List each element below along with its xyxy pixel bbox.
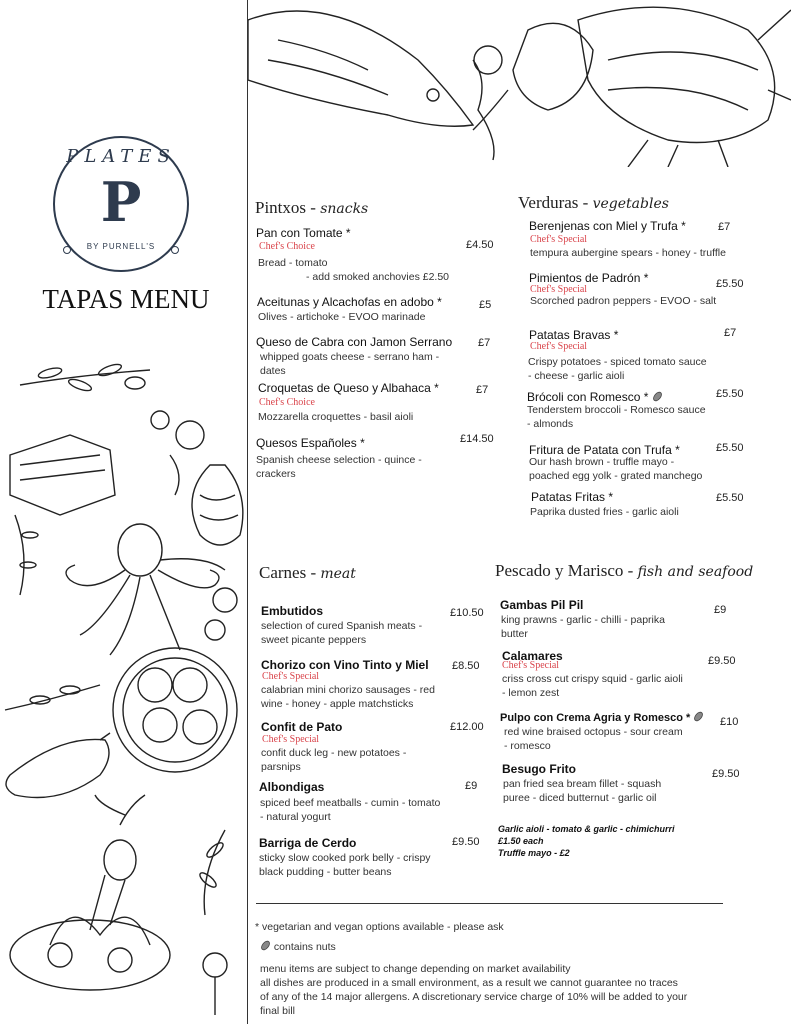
- chef-special-label: Chef's Special: [262, 671, 320, 682]
- nut-icon: [652, 391, 663, 402]
- menu-item-price: £9: [465, 780, 478, 792]
- nuts-note-text: contains nuts: [273, 941, 336, 953]
- artichoke-icon: [192, 465, 243, 545]
- menu-item-name: Albondigas: [259, 780, 325, 794]
- menu-item-description: Spanish cheese selection - quince -: [256, 454, 422, 466]
- menu-item-description: butter: [501, 628, 528, 640]
- menu-item-name: Aceitunas y Alcachofas en adobo *: [257, 295, 442, 309]
- section-heading-carnes: [259, 563, 356, 583]
- section-title: Pescado y Marisco -: [495, 561, 638, 580]
- menu-item-name: Fritura de Patata con Trufa *: [529, 443, 680, 457]
- food-illustrations: [0, 355, 247, 1024]
- menu-item-description: spiced beef meatballs - cumin - tomato: [260, 797, 441, 809]
- footer-divider: [256, 903, 723, 904]
- menu-item-name: Queso de Cabra con Jamon Serrano: [256, 335, 453, 349]
- section-heading-verduras: [518, 193, 669, 213]
- menu-item-description: - romesco: [504, 740, 551, 752]
- seafood-illustration: [248, 0, 791, 167]
- menu-item-description: wine - honey - apple matchsticks: [261, 698, 414, 710]
- menu-item-price: £9.50: [708, 655, 736, 667]
- menu-item-description: Olives - artichoke - EVOO marinade: [258, 311, 426, 323]
- menu-item-name: Patatas Bravas *: [529, 328, 619, 342]
- menu-item-description: calabrian mini chorizo sausages - red: [261, 684, 435, 696]
- left-panel: [0, 0, 247, 1024]
- lemon-slice-icon: [474, 46, 502, 74]
- menu-item-price: £4.50: [466, 239, 494, 251]
- menu-item-name: [500, 711, 704, 724]
- menu-item-price: £7: [478, 337, 491, 349]
- menu-item-price: £12.00: [450, 721, 484, 733]
- octopus-icon: [118, 524, 162, 576]
- menu-item-price: £7: [718, 221, 731, 233]
- chef-special-label: Chef's Special: [262, 734, 320, 745]
- section-title: Verduras -: [518, 193, 593, 212]
- menu-item-name: Chorizo con Vino Tinto y Miel: [261, 658, 429, 672]
- menu-item-description: crackers: [256, 468, 296, 480]
- menu-item-description: Bread - tomato: [258, 257, 328, 269]
- section-subtitle: fish and seafood: [637, 564, 754, 580]
- menu-item-price: £9: [714, 604, 727, 616]
- menu-item-description: Our hash brown - truffle mayo -: [529, 456, 675, 468]
- allergen-note: all dishes are produced in a small environment, as a result we cannot guarantee no traces: [260, 977, 678, 989]
- menu-item-name: Confit de Pato: [261, 720, 343, 734]
- herb-icon: [15, 515, 24, 595]
- availability-note: menu items are subject to change depending on market availability: [260, 963, 571, 975]
- sauces-price: £1.50 each: [498, 836, 544, 846]
- crab-icon: [578, 7, 775, 142]
- fish-icon: [248, 11, 473, 126]
- menu-item-price: £14.50: [460, 433, 494, 445]
- logo-dot-icon: [171, 246, 179, 254]
- menu-item-name: Quesos Españoles *: [256, 436, 365, 450]
- menu-item-description: Paprika dusted fries - garlic aioli: [530, 506, 679, 518]
- menu-item-description: tempura aubergine spears - honey - truffle: [530, 247, 726, 259]
- menu-item-description: red wine braised octopus - sour cream: [504, 726, 683, 738]
- section-title: Pintxos -: [255, 198, 321, 217]
- menu-item-price: £5.50: [716, 278, 744, 290]
- menu-item-addon: - add smoked anchovies £2.50: [306, 271, 450, 283]
- nuts-note: [260, 940, 336, 954]
- menu-item-description: - lemon zest: [502, 687, 560, 699]
- nut-icon: [693, 711, 704, 722]
- truffle-mayo-note: Truffle mayo - £2: [498, 848, 570, 858]
- menu-item-description: selection of cured Spanish meats -: [261, 620, 423, 632]
- menu-item-price: £9.50: [452, 836, 480, 848]
- allergen-note: final bill: [260, 1005, 296, 1017]
- menu-item-price: £5: [479, 299, 492, 311]
- menu-item-description: poached egg yolk - grated manchego: [529, 470, 703, 482]
- section-title: Carnes -: [259, 563, 321, 582]
- menu-item-price: £10.50: [450, 607, 484, 619]
- menu-item-price: £10: [720, 716, 739, 728]
- menu-title: TAPAS MENU: [42, 284, 210, 314]
- logo-letter: P: [100, 170, 142, 234]
- menu-item-description: pan fried sea bream fillet - squash: [503, 778, 662, 790]
- menu-item-name: Barriga de Cerdo: [259, 836, 357, 850]
- menu-item-description: - cheese - garlic aioli: [528, 370, 625, 382]
- logo-top-text: PLATES: [66, 146, 176, 167]
- lamb-plate-icon: [10, 920, 170, 990]
- nut-icon: [260, 940, 271, 951]
- menu-item-price: £5.50: [716, 442, 744, 454]
- menu-item-description: confit duck leg - new potatoes -: [261, 747, 407, 759]
- menu-item-description: - natural yogurt: [260, 811, 331, 823]
- menu-item-description: black pudding - butter beans: [259, 866, 392, 878]
- chef-choice-label: Chef's Choice: [259, 397, 315, 408]
- section-heading-pintxos: [255, 198, 368, 218]
- menu-item-description: whipped goats cheese - serrano ham -: [260, 351, 440, 363]
- menu-item-name-text: Pulpo con Crema Agria y Romesco *: [500, 712, 691, 724]
- menu-item-description: king prawns - garlic - chilli - paprika: [501, 614, 665, 626]
- menu-item-description: sweet picante peppers: [261, 634, 367, 646]
- menu-item-description: criss cross cut crispy squid - garlic aioli: [502, 673, 683, 685]
- menu-item-price: £8.50: [452, 660, 480, 672]
- branch-icon: [5, 685, 100, 710]
- section-subtitle: meat: [320, 566, 356, 582]
- menu-item-name: Patatas Fritas *: [531, 490, 614, 504]
- menu-item-description: Mozzarella croquettes - basil aioli: [258, 411, 414, 423]
- menu-item-price: £5.50: [716, 388, 744, 400]
- menu-item-description: sticky slow cooked pork belly - crispy: [259, 852, 431, 864]
- menu-item-price: £9.50: [712, 768, 740, 780]
- menu-item-name: Croquetas de Queso y Albahaca *: [258, 381, 439, 395]
- chef-special-label: Chef's Special: [502, 660, 560, 671]
- menu-item-name: Pimientos de Padrón *: [529, 271, 649, 285]
- section-heading-pescado: [495, 561, 753, 581]
- meatballs-bowl-icon: [113, 648, 237, 772]
- menu-item-name: Gambas Pil Pil: [500, 598, 584, 612]
- section-subtitle: vegetables: [592, 196, 669, 212]
- chef-special-label: Chef's Special: [530, 341, 588, 352]
- menu-item-name: Calamares: [502, 649, 563, 663]
- sauces-note: Garlic aioli - tomato & garlic - chimichurri: [498, 824, 675, 834]
- lemon-icon: [104, 840, 136, 880]
- menu-item-description: puree - diced butternut - garlic oil: [503, 792, 657, 804]
- menu-item-price: £7: [476, 384, 489, 396]
- menu-item-name: Embutidos: [261, 604, 323, 618]
- menu-item-description: Tenderstem broccoli - Romesco sauce: [527, 404, 706, 416]
- flower-icon: [176, 421, 204, 449]
- menu-item-name: [527, 390, 663, 404]
- chef-choice-label: Chef's Choice: [259, 241, 315, 252]
- menu-item-description: dates: [260, 365, 286, 377]
- menu-item-description: Scorched padron peppers - EVOO - salt: [530, 295, 717, 307]
- menu-item-name: Besugo Frito: [502, 762, 576, 776]
- menu-item-price: £5.50: [716, 492, 744, 504]
- allergen-note: of any of the 14 major allergens. A discretionary service charge of 10% will be added to your: [260, 991, 688, 1003]
- chef-special-label: Chef's Special: [530, 284, 588, 295]
- menu-item-price: £7: [724, 327, 737, 339]
- section-subtitle: snacks: [320, 201, 369, 217]
- chef-special-label: Chef's Special: [530, 234, 588, 245]
- logo-dot-icon: [63, 246, 71, 254]
- eggplant-icon: [6, 739, 109, 797]
- menu-item-description: Crispy potatoes - spiced tomato sauce: [528, 356, 707, 368]
- menu-item-name: Pan con Tomate *: [256, 226, 351, 240]
- vegetarian-note: * vegetarian and vegan options available - please ask: [255, 921, 504, 933]
- menu-item-description: - almonds: [527, 418, 574, 430]
- restaurant-logo: [53, 136, 189, 272]
- menu-item-name-text: Brócoli con Romesco *: [527, 390, 649, 404]
- menu-item-description: parsnips: [261, 761, 301, 773]
- menu-item-name: Berenjenas con Miel y Trufa *: [529, 219, 686, 233]
- logo-bottom-text: BY PURNELL'S: [86, 242, 156, 251]
